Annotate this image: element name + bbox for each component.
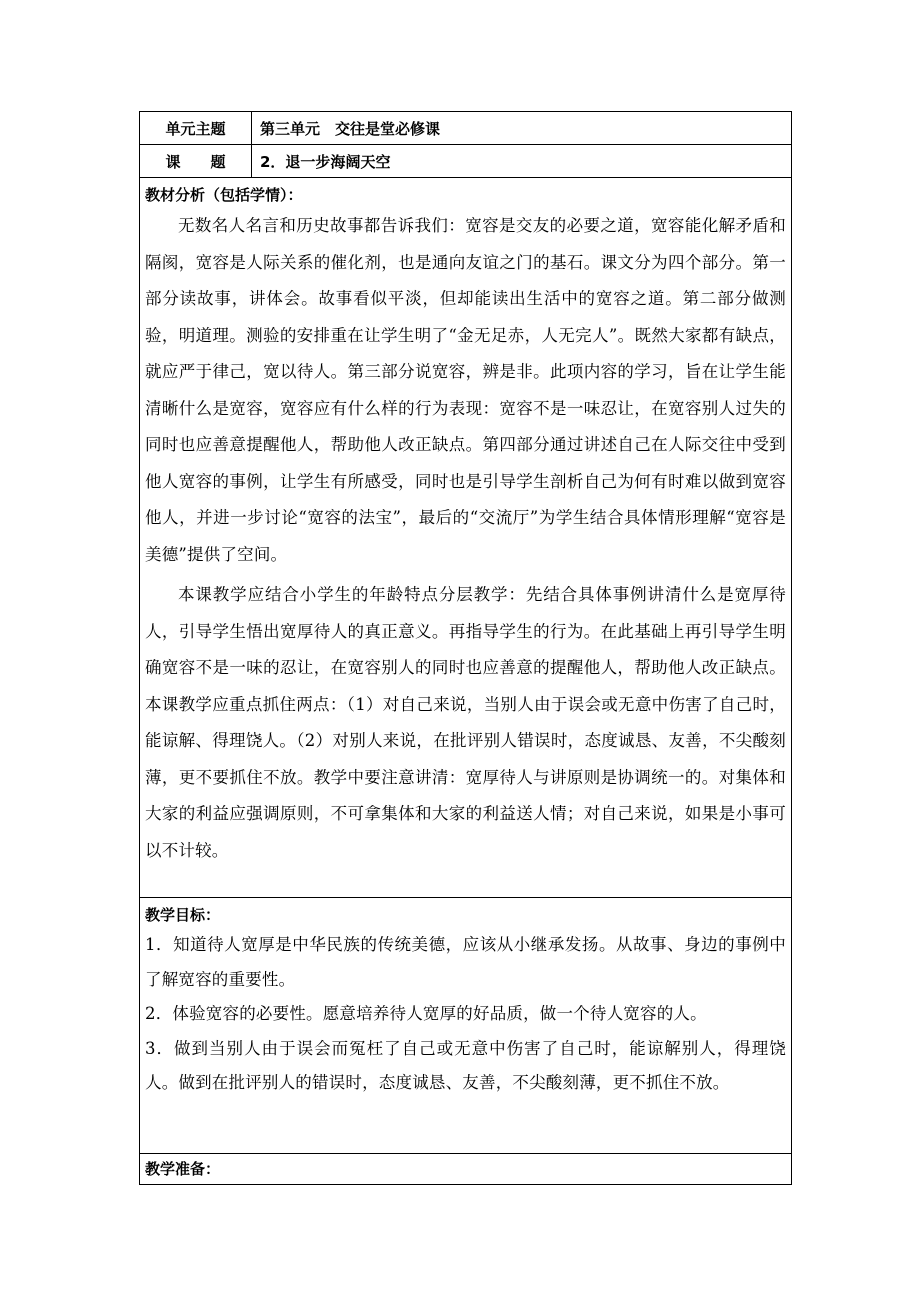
goal-item: 2．体验宽容的必要性。愿意培养待人宽厚的好品质，做一个待人宽容的人。 [145,1004,707,1023]
goals-title: 教学目标： [145,906,221,924]
goals-section [140,898,791,1154]
topic-label: 课 题 [140,145,252,177]
topic-row [140,145,791,178]
analysis-title: 教材分析（包括学情）： [145,186,303,204]
unit-row [140,112,791,145]
prep-section [140,1154,791,1184]
lesson-plan-table [139,111,792,1185]
unit-value: 第三单元 交往是堂必修课 [260,119,441,138]
unit-label: 单元主题 [140,112,252,144]
analysis-paragraph: 本课教学应结合小学生的年龄特点分层教学：先结合具体事例讲清什么是宽厚待人，引导学生悟出宽厚待人的真正意义。再指导学生的行为。在此基础上再引导学生明确宽容不是一味的忍让，在宽容别人的同时也应善意的提醒他人，帮助他人改正缺点。本课教学应重点抓住两点：（1）对自己来说，当别人由于误会或无意中伤害了自己时，能谅解、得理饶人。（2）对别人来说，在批评别人错误时，态度诚恳、友善，不尖酸刻薄，更不要抓住不放。教学中要注意讲清：宽厚待人与讲原则是协调统一的。对集体和大家的利益应强调原则，不可拿集体和大家的利益送人情；对自己来说，如果是小事可以不计较。 [145,585,786,860]
analysis-section [140,178,791,898]
topic-value: 2．退一步海阔天空 [260,152,391,171]
prep-title: 教学准备： [145,1160,221,1178]
goal-item: 3．做到当别人由于误会而冤枉了自己或无意中伤害了自己时，能谅解别人，得理饶人。做到在批评别人的错误时，态度诚恳、友善，不尖酸刻薄，更不抓住不放。 [145,1038,786,1092]
goal-item: 1．知道待人宽厚是中华民族的传统美德，应该从小继承发扬。从故事、身边的事例中了解宽容的重要性。 [145,935,786,989]
analysis-paragraph: 无数名人名言和历史故事都告诉我们：宽容是交友的必要之道，宽容能化解矛盾和隔阂，宽容是人际关系的催化剂，也是通向友谊之门的基石。课文分为四个部分。第一部分读故事，讲体会。故事看似平淡，但却能读出生活中的宽容之道。第二部分做测验，明道理。测验的安排重在让学生明了“金无足赤，人无完人”。既然大家都有缺点，就应严于律己，宽以待人。第三部分说宽容，辨是非。此项内容的学习，旨在让学生能清晰什么是宽容，宽容应有什么样的行为表现：宽容不是一味忍让，在宽容别人过失的同时也应善意提醒他人，帮助他人改正缺点。第四部分通过讲述自己在人际交往中受到他人宽容的事例，让学生有所感受，同时也是引导学生剖析自己为何有时难以做到宽容他人，并进一步讨论“宽容的法宝”，最后的“交流厅”为学生结合具体情形理解“宽容是美德”提供了空间。 [145,216,786,564]
